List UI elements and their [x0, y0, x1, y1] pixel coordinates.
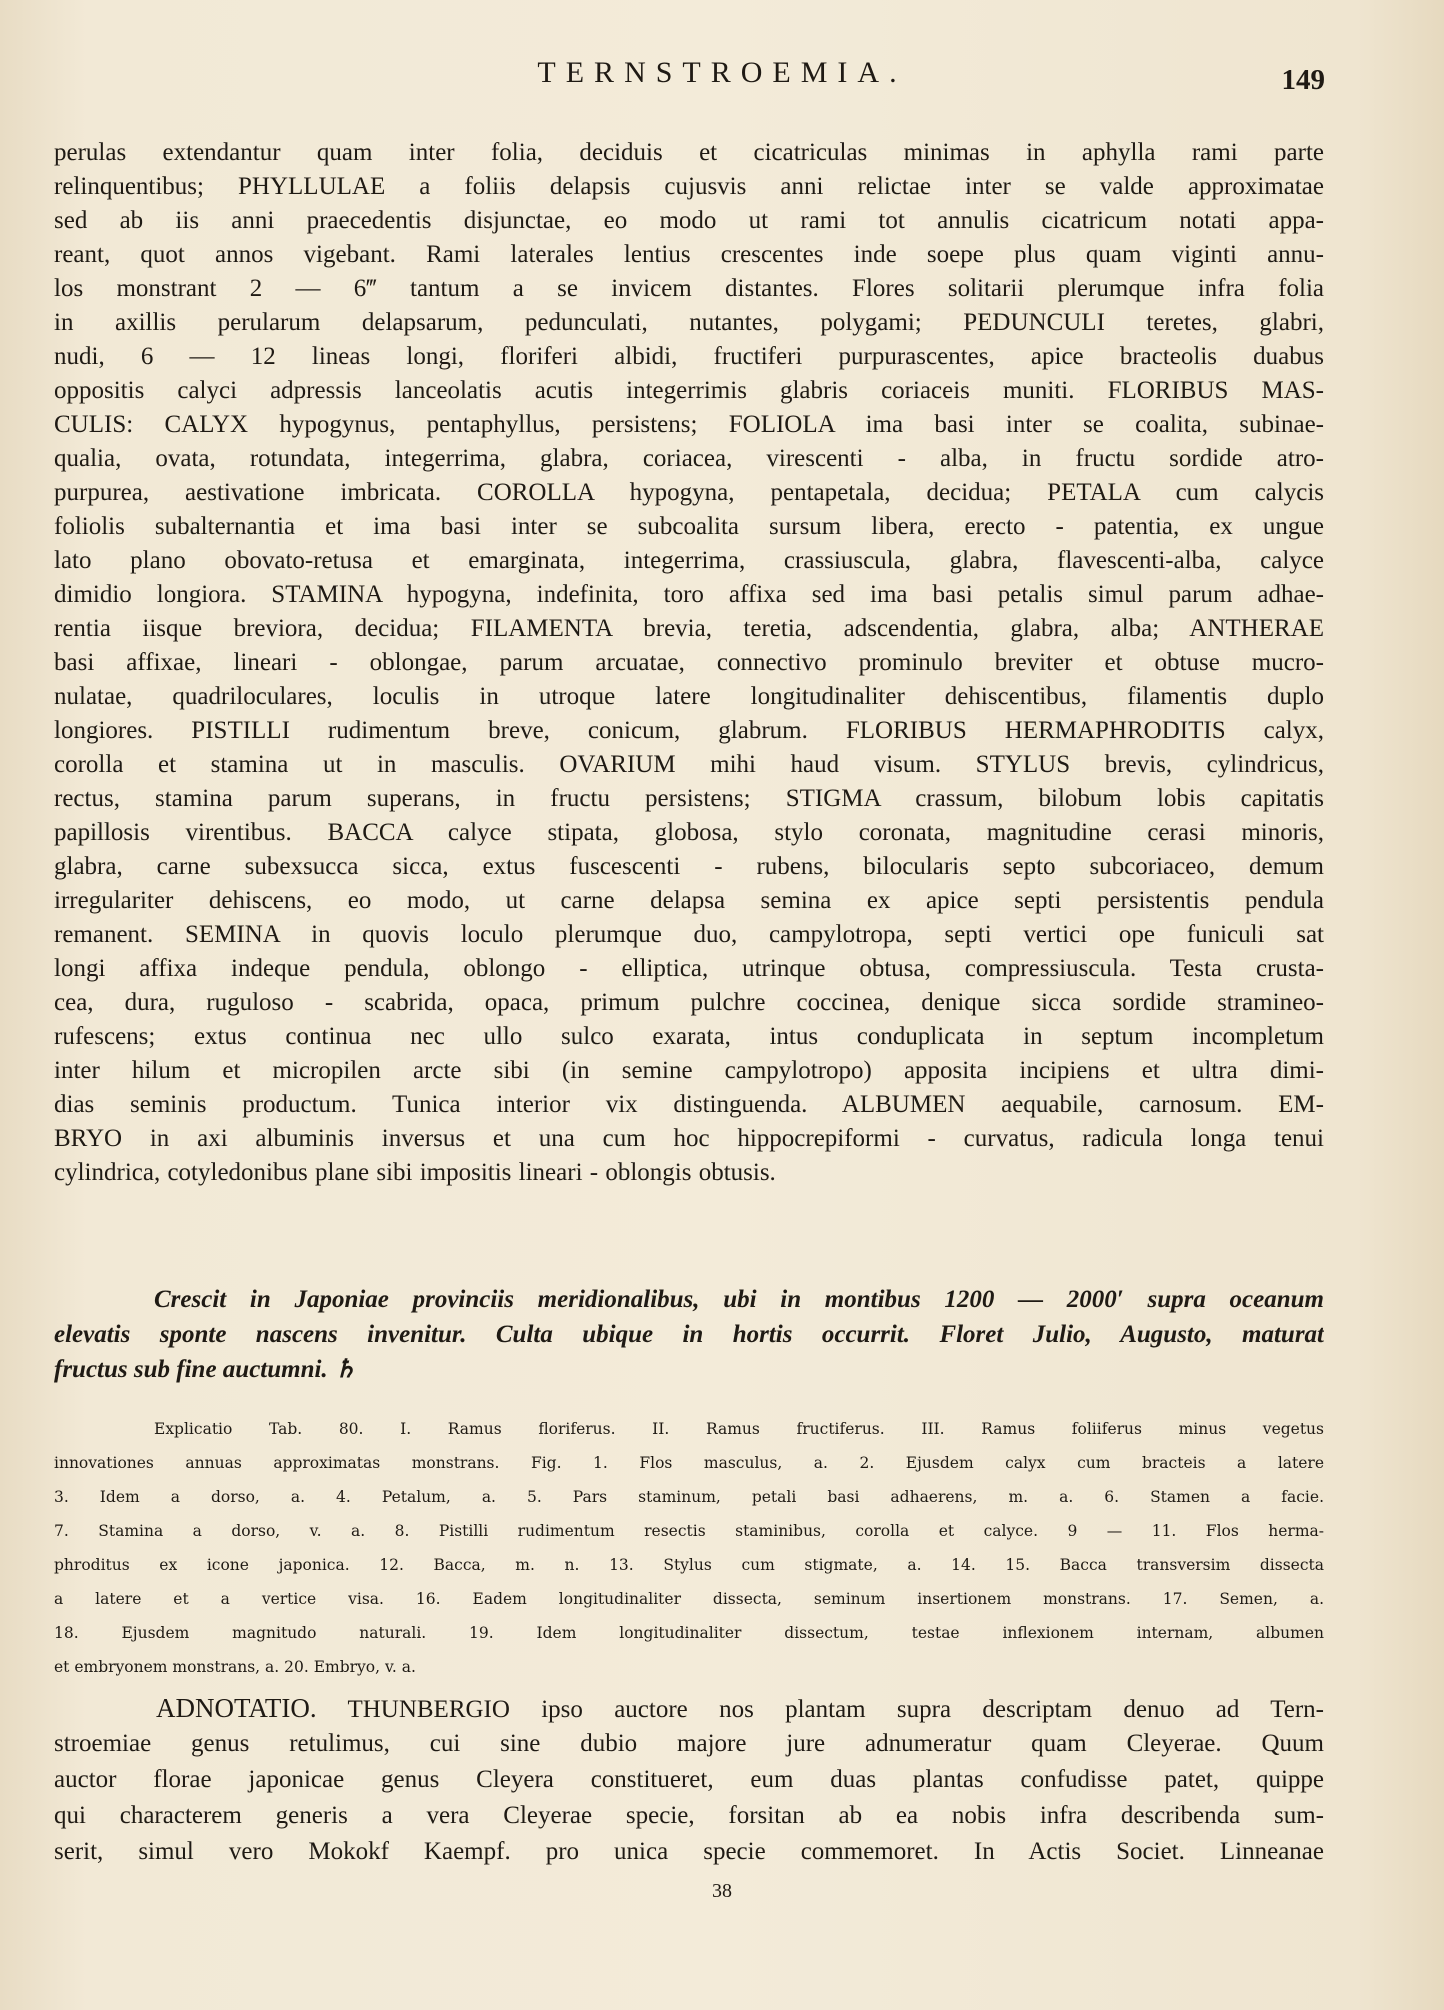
description-line: sed ab iis anni praecedentis disjunctae, eo modo ut rami tot annulis cicatricum notati appa- [54, 207, 1324, 234]
description-line: papillosis virentibus. BACCA calyce stipata, globosa, stylo coronata, magnitudine cerasi minoris, [54, 819, 1324, 846]
description-line: reant, quot annos vigebant. Rami laterales lentius crescentes inde soepe plus quam viginti annu- [54, 241, 1324, 268]
habitat-line: elevatis sponte nascens invenitur. Culta ubique in hortis occurrit. Floret Julio, Augusto, maturat [54, 1321, 1324, 1348]
page-number: 149 [1281, 64, 1325, 96]
description-line: in axillis perularum delapsarum, pedunculati, nutantes, polygami; PEDUNCULI teretes, glabri, [54, 309, 1324, 336]
plate-line: phroditus ex icone japonica. 12. Bacca, m. n. 13. Stylus cum stigmate, a. 14. 15. Bacca transversim dissecta [54, 1556, 1324, 1574]
note-line: qui characterem generis a vera Cleyerae specie, forsitan ab ea nobis infra describenda sum- [54, 1802, 1324, 1829]
description-line: los monstrant 2 — 6‴ tantum a se invicem distantes. Flores solitarii plerumque infra folia [54, 275, 1324, 302]
habitat-line: Crescit in Japoniae provinciis meridionalibus, ubi in montibus 1200 — 2000′ supra oceanum [154, 1286, 1324, 1313]
description-line: nudi, 6 — 12 lineas longi, floriferi albidi, fructiferi purpurascentes, apice bracteolis duabus [54, 343, 1324, 370]
description-line: basi affixae, lineari - oblongae, parum arcuatae, connectivo prominulo breviter et obtuse mucro- [54, 649, 1324, 676]
plate-line: a latere et a vertice visa. 16. Eadem longitudinaliter dissecta, seminum insertionem monstrans. 17. Semen, a. [54, 1590, 1324, 1608]
description-line: rufescens; extus continua nec ullo sulco exarata, intus conduplicata in septum incompletum [54, 1023, 1324, 1050]
description-line: corolla et stamina ut in masculis. OVARIUM mihi haud visum. STYLUS brevis, cylindricus, [54, 751, 1324, 778]
description-line: dias seminis productum. Tunica interior vix distinguenda. ALBUMEN aequabile, carnosum. EM- [54, 1091, 1324, 1118]
plate-line: 7. Stamina a dorso, v. a. 8. Pistilli rudimentum resectis staminibus, corolla et calyce. 9 — 11. Flos herma- [54, 1522, 1324, 1540]
description-line: rectus, stamina parum superans, in fructu persistens; STIGMA crassum, bilobum lobis capitatis [54, 785, 1324, 812]
plate-line: innovationes annuas approximatas monstrans. Fig. 1. Flos masculus, a. 2. Ejusdem calyx cum bracteis a latere [54, 1454, 1324, 1472]
habitat-line: fructus sub fine auctumni. ♄ [54, 1356, 357, 1383]
description-line: foliolis subalternantia et ima basi inter se subcoalita sursum libera, erecto - patentia, ex ungue [54, 513, 1324, 540]
description-line: irregulariter dehiscens, eo modo, ut carne delapsa semina ex apice septi persistentis pendula [54, 887, 1324, 914]
description-line: relinquentibus; PHYLLULAE a foliis delapsis cujusvis anni relictae inter se valde approximatae [54, 173, 1324, 200]
description-line: cea, dura, ruguloso - scabrida, opaca, primum pulchre coccinea, denique sicca sordide stramineo- [54, 989, 1324, 1016]
description-line: qualia, ovata, rotundata, integerrima, glabra, coriacea, virescenti - alba, in fructu sordide atro- [54, 445, 1324, 472]
description-line: inter hilum et micropilen arcte sibi (in semine campylotropo) apposita incipiens et ultra dimi- [54, 1057, 1324, 1084]
description-line: nulatae, quadriloculares, loculis in utroque latere longitudinaliter dehiscentibus, filamentis duplo [54, 683, 1324, 710]
note-first-line [54, 1690, 1324, 1726]
description-line: lato plano obovato-retusa et emarginata, integerrima, crassiuscula, glabra, flavescenti-alba, calyce [54, 547, 1324, 574]
plate-line: Explicatio Tab. 80. I. Ramus floriferus. II. Ramus fructiferus. III. Ramus foliiferus minus vegetus [154, 1420, 1324, 1438]
description-line: CULIS: CALYX hypogynus, pentaphyllus, persistens; FOLIOLA ima basi inter se coalita, subinae- [54, 411, 1324, 438]
adnotatio-paragraph [54, 1690, 1324, 1870]
note-line: THUNBERGIO ipso auctore nos plantam supra descriptam denuo ad Tern- [347, 1696, 1324, 1723]
habitat-paragraph [54, 1282, 1324, 1387]
note-line: serit, simul vero Mokokf Kaempf. pro unica specie commemoret. In Actis Societ. Linneanae [54, 1838, 1324, 1865]
description-line: purpurea, aestivatione imbricata. COROLLA hypogyna, pentapetala, decidua; PETALA cum calycis [54, 479, 1324, 506]
description-line: dimidio longiora. STAMINA hypogyna, indefinita, toro affixa sed ima basi petalis simul parum adhae- [54, 581, 1324, 608]
description-line: rentia iisque breviora, decidua; FILAMENTA brevia, teretia, adscendentia, glabra, alba; ANTHERAE [54, 615, 1324, 642]
note-heading: ADNOTATIO. [156, 1693, 317, 1723]
species-description [54, 136, 1324, 1190]
printer-signature-mark: 38 [712, 1880, 732, 1902]
description-line: perulas extendantur quam inter folia, deciduis et cicatriculas minimas in aphylla rami parte [54, 139, 1324, 166]
description-line: longi affixa indeque pendula, oblongo - elliptica, utrinque obtusa, compressiuscula. Testa crusta- [54, 955, 1324, 982]
description-line: longiores. PISTILLI rudimentum breve, conicum, glabrum. FLORIBUS HERMAPHRODITIS calyx, [54, 717, 1324, 744]
running-title: TERNSTROEMIA. [537, 56, 907, 89]
description-line: BRYO in axi albuminis inversus et una cum hoc hippocrepiformi - curvatus, radicula longa tenui [54, 1125, 1324, 1152]
description-line: glabra, carne subexsucca sicca, extus fuscescenti - rubens, bilocularis septo subcoriaceo, demum [54, 853, 1324, 880]
plate-line: 3. Idem a dorso, a. 4. Petalum, a. 5. Pars staminum, petali basi adhaerens, m. a. 6. Stamen a facie. [54, 1488, 1324, 1506]
note-line: auctor florae japonicae genus Cleyera constitueret, eum duas plantas confudisse patet, quippe [54, 1766, 1324, 1793]
plate-line: et embryonem monstrans, a. 20. Embryo, v. a. [54, 1658, 416, 1676]
plate-line: 18. Ejusdem magnitudo naturali. 19. Idem longitudinaliter dissectum, testae inflexionem internam, albumen [54, 1624, 1324, 1642]
description-line: oppositis calyci adpressis lanceolatis acutis integerrimis glabris coriaceis muniti. FLORIBUS MAS- [54, 377, 1324, 404]
note-line: stroemiae genus retulimus, cui sine dubio majore jure adnumeratur quam Cleyerae. Quum [54, 1730, 1324, 1757]
plate-explanation [54, 1412, 1324, 1684]
description-line: cylindrica, cotyledonibus plane sibi impositis lineari - oblongis obtusis. [54, 1159, 776, 1186]
description-line: remanent. SEMINA in quovis loculo plerumque duo, campylotropa, septi vertici ope funiculi sat [54, 921, 1324, 948]
